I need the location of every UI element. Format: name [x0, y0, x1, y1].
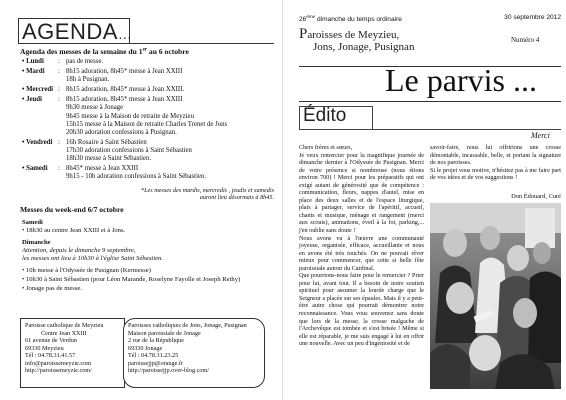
schedule-day: [22, 155, 58, 163]
agenda-title: AGENDA…: [22, 19, 133, 44]
contact-line: 69330 Jonage: [128, 344, 163, 352]
contact-website-link[interactable]: http://paroissejjp.over-blog.com/: [128, 367, 209, 374]
schedule-entry: 15h15 messe à la Maison de retraite Charles Trenet de Jons: [66, 120, 228, 128]
schedule-day: • Samedi: [22, 165, 48, 173]
schedule-day: [22, 129, 58, 137]
schedule-row: [22, 104, 280, 112]
schedule-colon: :: [58, 165, 60, 173]
schedule-entry: 18h à Pusignan.: [66, 76, 110, 84]
photo-crowd-with-bishop: [430, 203, 561, 389]
dimanche-item: • Jonage pas de messe.: [22, 285, 82, 292]
dimanche-note: Attention, depuis le dimanche 9 septembre,: [22, 247, 136, 254]
schedule-entry: 20h30 adoration confessions à Pusignan.: [66, 128, 177, 136]
dimanche-item: • 10h30 à Saint Sébastien (pour Léon Marande, Roselyne Fayolle et Joseph Rethy): [22, 276, 241, 283]
parishes-title: Paroisses de Meyzieu, Jons, Jonage, Pusignan: [299, 26, 415, 53]
contact-line: Centre Jean XXIII: [41, 329, 87, 337]
right-page: [283, 0, 566, 400]
schedule-colon: [58, 76, 66, 84]
schedule-day: • Jeudi: [22, 96, 42, 104]
schedule-row: [22, 76, 280, 84]
schedule-colon: [58, 147, 66, 155]
schedule-colon: [58, 121, 66, 129]
schedule-colon: :: [58, 138, 60, 146]
schedule-entry: 9h15 - 10h adoration confessions à Saint Sébastien.: [66, 173, 207, 181]
contact-line: Paroisses catholiques de Jons, Jonage, Pusignan: [128, 322, 247, 329]
edito-paragraph: Chers frères et sœurs,: [299, 145, 353, 151]
schedule-day: • Lundi: [22, 58, 44, 65]
week-heading: Agenda des messes de la semaine du 1er au 6 octobre: [20, 47, 189, 56]
weekly-schedule: [22, 58, 280, 181]
schedule-row: [22, 68, 280, 76]
masthead-rule: [299, 101, 561, 102]
header-bar: [299, 14, 561, 23]
contact-email-link[interactable]: paroissejjp@orange.fr: [128, 359, 184, 367]
edito-column-1: [299, 145, 424, 349]
schedule-row: [22, 96, 280, 104]
edito-paragraph: Nous avons vu à l'œuvre une communauté joyeuse, organisée, efficace, accueillante et nous en avons été très touchés. On ne pouvait rêver mieux pour commencer, que cette si belle fête paroissiale autour du Cardinal.: [299, 235, 424, 272]
schedule-day: [22, 104, 58, 112]
contact-line: 69330 Meyzieu: [25, 344, 64, 352]
schedule-entry: 9h45 messe à la Maison de retraite de Meyzieu: [66, 112, 194, 120]
schedule-colon: :: [58, 58, 60, 65]
schedule-row: [22, 165, 280, 173]
schedule-row: [22, 155, 280, 163]
dimanche-note: les messes ont lieu à 10h30 à l'église Saint Sébastien.: [22, 255, 163, 262]
edito-subtitle: Merci: [531, 131, 550, 140]
schedule-day: [22, 113, 58, 121]
schedule-row: [22, 113, 280, 121]
contact-box-jjp: [123, 318, 265, 388]
liturgical-sunday: 26ème dimanche du temps ordinaire: [299, 14, 402, 24]
schedule-entry: pas de messe.: [66, 58, 104, 65]
edito-paragraph: Si le projet vous motive, n'hésitez pas à me faire part de vos idées et de vos suggestions !: [430, 167, 561, 182]
schedule-entry: 8h15 adoration, 8h45* messe à Jean XXIII: [66, 96, 183, 104]
schedule-colon: [58, 155, 66, 163]
contact-box-meyzieu: [20, 318, 125, 388]
contact-line: 2 rue de la République: [128, 337, 185, 344]
schedule-colon: [58, 113, 66, 121]
samedi-label: Samedi: [22, 219, 43, 226]
schedule-row: [22, 173, 280, 181]
schedule-entry: 8h15 adoration, 8h45* messe à Jean XXIII.: [66, 86, 185, 94]
contact-line: Tél : 04.78.31.23.25: [128, 352, 179, 359]
edito-paragraph: Je veux remercier pour la magnifique journée de dimanche dernier à l'Odyssée de Pusignan. Merci de votre présence si nombreuse (nous étions environ 700) ! Merci pour les préparatifs qui ont exigé autant de générosité que de compétence : communication, fleurs, nappes d'autel, mise en place des deux salles et de l'espace liturgique, plats à partager, service de l'apéritif, accueil, chants et musique, ménage et rangement (merci aux scouts), animations, éveil à la foi, parking,... j'en oublie sans doute !: [299, 152, 424, 235]
schedule-day: [22, 173, 58, 181]
schedule-day: • Mardi: [22, 68, 45, 76]
contact-line: Maison paroissiale de Jonage: [128, 329, 201, 337]
samedi-item: • 18h30 au centre Jean XXIII et à Jons.: [22, 227, 126, 234]
weekend-heading: Messes du week-end 6/7 octobre: [20, 205, 124, 214]
contact-line: 61 avenue de Verdun: [25, 337, 77, 344]
schedule-row: [22, 147, 280, 155]
schedule-row: [22, 86, 280, 94]
schedule-note: *Les messes des mardis, mercredis , jeudis et samedis auront lieu désormais à 8h45.: [140, 187, 274, 202]
schedule-entry: 16h Rosaire à Saint Sébastien: [66, 138, 147, 146]
dimanche-item: • 10h messe à l'Odyssée de Pusignan (Kermesse): [22, 267, 151, 274]
edito-signature: Don Édouard, Curé: [511, 193, 561, 200]
issue-number: Numéro 4: [511, 36, 540, 44]
schedule-entry: 8h15 adoration, 8h45* messe à Jean XXIII: [66, 68, 183, 76]
schedule-entry: 8h45* messe à Jean XXIII: [66, 165, 139, 173]
agenda-rule: [130, 43, 274, 44]
schedule-day: • Vendredi: [22, 138, 53, 146]
schedule-entry: 9h30 messe à Jonage: [66, 104, 124, 112]
edito-column-2: [430, 145, 561, 183]
schedule-colon: [58, 173, 66, 181]
edito-rule: [373, 129, 561, 130]
edito-paragraph: savoir-faire, nous lui offririons une crosse démontable, incassable, belle, et portant la signature de nos paroisses.: [430, 145, 561, 167]
contact-website-link[interactable]: http://paroissemeyzie.com/: [25, 367, 92, 374]
schedule-colon: :: [58, 86, 60, 94]
schedule-row: [22, 139, 280, 147]
contact-line: Tél : 04.78.31.41.57: [25, 352, 76, 359]
contact-line: Paroisse catholique de Meyzieu: [25, 322, 104, 329]
schedule-colon: :: [58, 68, 60, 76]
weekend-masses: [22, 217, 278, 293]
schedule-day: • Mercredi: [22, 86, 54, 94]
schedule-colon: [58, 104, 66, 112]
issue-date: 30 septembre 2012: [504, 14, 561, 21]
schedule-colon: :: [58, 96, 60, 104]
schedule-entry: 18h30 messe à Saint Sébastien.: [66, 155, 152, 163]
schedule-entry: 17h30 adoration confessions à Saint Sébastien: [66, 146, 192, 154]
schedule-colon: [58, 129, 66, 137]
schedule-row: [22, 121, 280, 129]
schedule-day: [22, 76, 58, 84]
edito-title: Édito: [303, 105, 347, 126]
masthead-title: Le parvis ...: [385, 62, 537, 98]
agenda-frame: [18, 18, 133, 44]
dimanche-label: Dimanche: [22, 239, 51, 246]
schedule-row: [22, 58, 280, 66]
contact-email-link[interactable]: info@paroissemeyzie.com: [25, 359, 92, 367]
edito-paragraph: Que pourrions-nous faire pour le remercier ? Prier pour lui, avant tout. Il a besoin de notre soutien spirituel pour assumer la lourde charge que le Seigneur a placée sur ses épaules. Mais il y a peut-être autre chose qui pourrait démontrer notre reconnaissance. Vous vous souvenez sans doute que lors de la messe, la crosse malgache de l'Archevêque est tombée et s'est brisée ! Même si elle est réparable, je me suis engagé à lui en offrir une nouvelle. Avec un peu d'ingéniosité et de: [299, 273, 424, 348]
schedule-day: [22, 147, 58, 155]
schedule-day: [22, 121, 58, 129]
schedule-row: [22, 129, 280, 137]
